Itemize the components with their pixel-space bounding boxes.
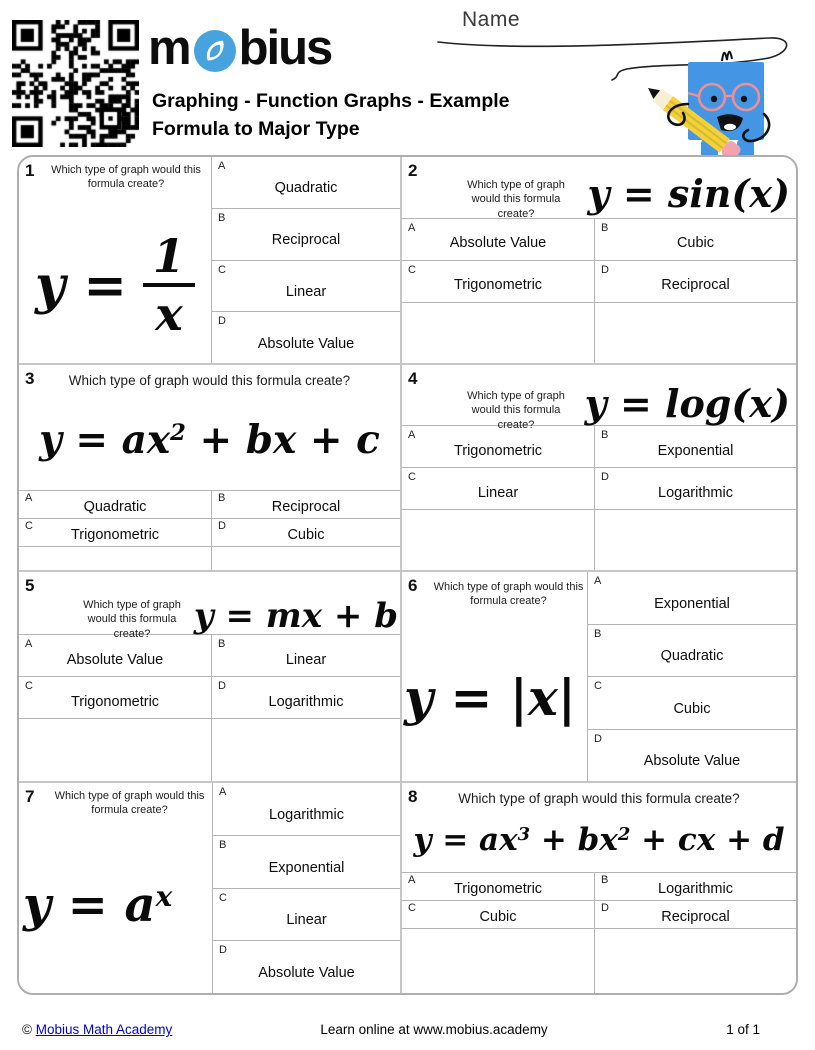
option-cell: B Logarithmic: [601, 873, 733, 897]
option-label: Trigonometric: [70, 693, 160, 710]
footer-copyright: [22, 1022, 172, 1037]
option-label: Linear: [286, 912, 327, 929]
option-cell: D Reciprocal: [601, 263, 730, 293]
option-cell: A Absolute Value: [402, 219, 595, 260]
option-label: Logarithmic: [269, 806, 344, 823]
formula: y = mx + b: [193, 596, 398, 636]
option-label: Trigonometric: [453, 880, 543, 897]
option-cell: D Cubic: [218, 520, 325, 543]
option-cell: B Exponential: [213, 836, 400, 889]
option-cell: B Reciprocal: [218, 492, 341, 515]
formula: y = $\frac{1}{x}$: [19, 215, 211, 355]
option-label: Reciprocal: [661, 277, 730, 293]
option-cell: B Exponential: [601, 429, 734, 459]
option-cell: D Reciprocal: [601, 901, 730, 925]
option-label: Exponential: [657, 442, 734, 459]
option-label: Trigonometric: [70, 527, 160, 543]
option-label: Absolute Value: [66, 651, 164, 668]
footer-center-text: Learn online at www.mobius.academy: [320, 1022, 548, 1037]
option-cell: A Trigonometric: [402, 426, 595, 467]
question-number: 3: [25, 369, 35, 388]
option-label: Cubic: [676, 235, 715, 251]
page-indicator: 1 of 1: [726, 1022, 760, 1037]
option-label: Trigonometric: [453, 442, 543, 459]
option-label: Absolute Value: [449, 235, 547, 251]
option-cell: A Absolute Value: [19, 635, 212, 676]
option-cell: B Reciprocal: [212, 209, 400, 261]
question-prompt: Which type of graph would this formula create?: [83, 599, 181, 640]
logo-m-text: m: [148, 21, 190, 75]
question-card-6: [402, 572, 796, 783]
option-label: Logarithmic: [268, 693, 344, 710]
option-label: Linear: [477, 484, 519, 501]
formula: y = ax: [23, 877, 173, 933]
copyright-symbol: ©: [22, 1022, 32, 1037]
question-card-2: [402, 157, 796, 365]
option-cell: C Trigonometric: [402, 261, 595, 302]
question-number: 4: [408, 369, 418, 388]
logo-o-icon: [193, 29, 237, 73]
question-prompt: Which type of graph would this formula create?: [467, 390, 565, 431]
worksheet-title-line2: Formula to Major Type: [152, 118, 360, 140]
mobius-logo: [148, 16, 331, 80]
formula: y = ax3 + bx2 + cx + d: [413, 821, 785, 858]
question-number: 5: [25, 576, 35, 595]
option-label: Exponential: [654, 595, 730, 612]
worksheet-title-line1: Graphing - Function Graphs - Example: [152, 90, 510, 112]
option-label: Cubic: [287, 527, 325, 543]
question-number: 8: [408, 787, 418, 806]
mascot-robot-icon: [643, 52, 769, 162]
option-label: Linear: [285, 651, 327, 668]
qr-code-image: [12, 20, 139, 147]
formula: y = log(x): [584, 381, 790, 426]
option-label: Linear: [285, 283, 327, 300]
question-card-4: [402, 365, 796, 572]
option-label: Logarithmic: [658, 880, 733, 897]
question-number: 2: [408, 161, 418, 180]
option-cell: B Linear: [218, 638, 327, 668]
question-card-8: [402, 783, 796, 993]
option-cell: C Cubic: [588, 677, 796, 730]
option-cell: A Trigonometric: [402, 873, 595, 900]
option-cell: A Exponential: [588, 572, 796, 625]
question-card-3: [19, 365, 402, 572]
empty-row: [402, 510, 796, 570]
option-cell: D Absolute Value: [594, 732, 741, 770]
empty-row: [402, 929, 796, 993]
question-prompt: Which type of graph would this formula create?: [467, 179, 565, 220]
question-number: 6: [408, 576, 418, 595]
option-cell: D Logarithmic: [601, 471, 733, 501]
option-cell: C Trigonometric: [19, 677, 212, 718]
question-number: 1: [25, 161, 35, 180]
formula: y = sin(x): [587, 171, 790, 216]
option-cell: C Linear: [213, 889, 400, 942]
option-label: Reciprocal: [661, 908, 730, 925]
empty-row: [402, 303, 796, 364]
option-label: Absolute Value: [258, 965, 355, 982]
option-label: Absolute Value: [257, 335, 355, 352]
option-cell: B Quadratic: [588, 625, 796, 678]
option-label: Quadratic: [274, 180, 338, 197]
option-cell: B Cubic: [601, 221, 715, 251]
question-card-5: [19, 572, 402, 783]
mascot-illustration: [425, 14, 815, 166]
option-label: Quadratic: [660, 648, 724, 665]
option-label: Cubic: [673, 700, 711, 717]
option-cell: A Quadratic: [212, 157, 400, 209]
formula: y = |x|: [404, 668, 576, 727]
question-prompt: Which type of graph would this formula create?: [54, 790, 205, 817]
option-cell: C Trigonometric: [19, 519, 212, 546]
question-prompt: Which type of graph would this formula create?: [458, 791, 740, 806]
question-grid: [17, 155, 798, 995]
logo-bius-text: bius: [238, 21, 332, 75]
option-cell: C Linear: [402, 468, 595, 509]
option-cell: C Linear: [212, 261, 400, 313]
question-card-7: [19, 783, 402, 993]
option-label: Absolute Value: [643, 753, 741, 770]
option-cell: A Quadratic: [19, 491, 212, 518]
option-label: Quadratic: [83, 499, 147, 515]
option-label: Reciprocal: [271, 232, 341, 249]
empty-row: [19, 719, 400, 781]
question-card-1: [19, 157, 402, 365]
publisher-link[interactable]: Mobius Math Academy: [35, 1022, 173, 1037]
option-cell: A Logarithmic: [213, 783, 400, 836]
question-prompt: Which type of graph would this formula create?: [68, 373, 351, 388]
option-label: Logarithmic: [658, 484, 733, 501]
option-cell: D Logarithmic: [218, 680, 344, 710]
question-number: 7: [25, 787, 35, 806]
option-label: Trigonometric: [453, 277, 543, 293]
option-cell: D Absolute Value: [218, 315, 355, 352]
option-label: Exponential: [268, 859, 345, 876]
option-cell: C Cubic: [402, 901, 595, 928]
option-label: Cubic: [479, 908, 517, 925]
option-label: Reciprocal: [271, 499, 341, 515]
option-cell: D Absolute Value: [219, 944, 355, 982]
question-prompt: Which type of graph would this formula create?: [51, 164, 201, 191]
question-prompt: Which type of graph would this formula create?: [433, 581, 584, 608]
empty-row: [19, 547, 400, 570]
name-label: Name: [462, 8, 521, 31]
formula: y = ax2 + bx + c: [39, 416, 380, 463]
